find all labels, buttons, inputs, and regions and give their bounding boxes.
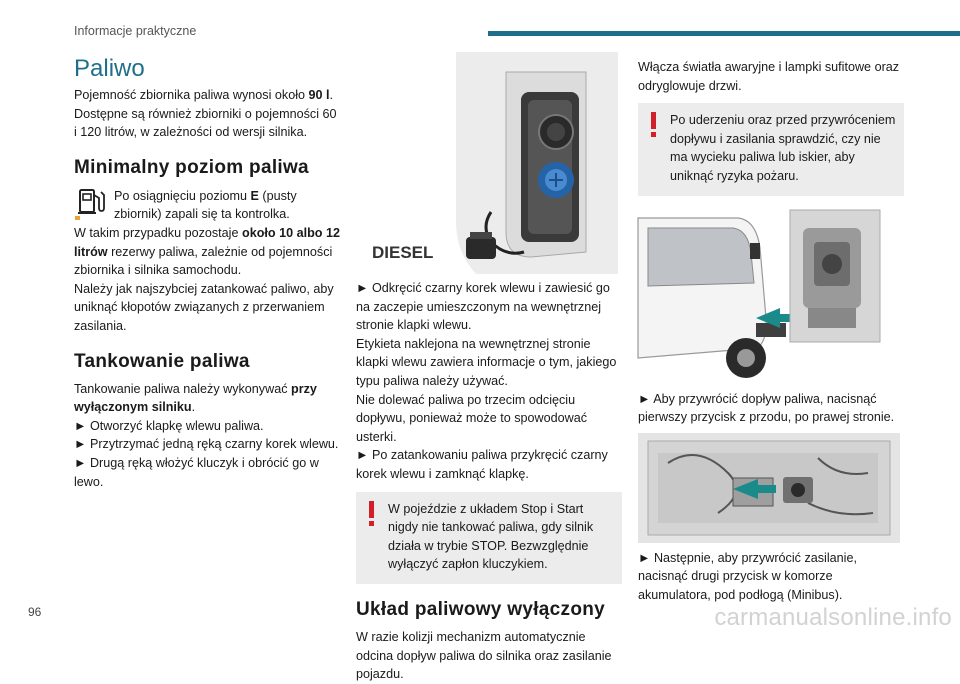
- diesel-label: DIESEL: [372, 243, 434, 262]
- watermark: carmanualsonline.info: [714, 604, 952, 631]
- column-1: [74, 54, 340, 491]
- column-3: [638, 58, 904, 605]
- hazard-lights-text: Włącza światła awaryjne i lampki sufitowe oraz odryglowuje drzwi.: [638, 60, 900, 93]
- heading-refueling: Tankowanie paliwa: [74, 350, 250, 372]
- stop-start-warning-text: W pojeździe z układem Stop i Start nigdy nie tankować paliwa, gdy silnik działa w trybie STOP. Bezwzględnie wyłączyć zapłon kluczykiem.: [388, 501, 594, 572]
- warning-icon: [366, 501, 378, 527]
- step-close-flap: ► Po zatankowaniu paliwa przykręcić czarny korek wlewu i zamknąć klapkę.: [356, 448, 608, 481]
- heading-min-fuel: Minimalny poziom paliwa: [74, 156, 309, 178]
- step-hold-cap: ► Przytrzymać jedną ręką czarny korek wlewu.: [74, 437, 339, 452]
- battery-switch-illustration: [638, 433, 900, 543]
- no-overfill-info: Nie dolewać paliwa po trzecim odcięciu dopływu, ponieważ może to spowodować usterki.: [356, 392, 588, 444]
- refuel-soon-paragraph: Należy jak najszybciej zatankować paliwo, aby uniknąć kłopotów związanych z przerwaniem zasilania.: [74, 281, 334, 333]
- step-open-flap: ► Otworzyć klapkę wlewu paliwa.: [74, 418, 264, 433]
- fuel-cutoff-text: W razie kolizji mechanizm automatycznie odcina dopływ paliwa do silnika oraz zasilanie pojazdu.: [356, 629, 612, 682]
- fuel-flap-illustration: [356, 52, 618, 274]
- heading-fuel-cutoff: Układ paliwowy wyłączony: [356, 598, 605, 620]
- intro-paragraph: Pojemność zbiornika paliwa wynosi około 90 l. Dostępne są również zbiorniki o pojemności 60 i 120 litrów, w zależności od wersji silnika.: [74, 88, 337, 140]
- step-restore-power: ► Następnie, aby przywrócić zasilanie, nacisnąć drugi przycisk w komorze akumulatora, pod podłogą (Minibus).: [638, 550, 857, 602]
- reserve-paragraph: W takim przypadku pozostaje około 10 albo 12 litrów rezerwy paliwa, zależnie od pojemności zbiornika i silnika samochodu.: [74, 225, 340, 278]
- leak-warning: [638, 103, 904, 195]
- refuel-intro: Tankowanie paliwa należy wykonywać przy wyłączonym silniku.: [74, 381, 317, 415]
- running-header: Informacje praktyczne: [74, 24, 197, 38]
- label-info: Etykieta naklejona na wewnętrznej stronie klapki wlewu zawiera informacje o tym, jakiego typu paliwa należy używać.: [356, 336, 617, 388]
- page-number: 96: [28, 605, 42, 619]
- stop-start-warning: [356, 492, 622, 584]
- van-switch-illustration: [638, 208, 900, 384]
- warning-icon: [648, 112, 660, 138]
- fuel-pump-icon: [74, 186, 110, 220]
- column-2: [356, 52, 622, 684]
- step-unscrew-cap: ► Odkręcić czarny korek wlewu i zawiesić go na zaczepie umieszczonym na wewnętrznej stronie klapki wlewu.: [356, 281, 610, 333]
- header-accent-bar: [488, 31, 960, 36]
- leak-warning-text: Po uderzeniu oraz przed przywróceniem dopływu i zasilania sprawdzić, czy nie ma wycieku paliwa lub iskier, aby uniknąć ryzyka pożaru.: [670, 113, 896, 183]
- min-level-text: Po osiągnięciu poziomu E (pusty zbiornik) zapali się ta kontrolka.: [114, 188, 297, 222]
- step-insert-key: ► Drugą ręką włożyć kluczyk i obrócić go w lewo.: [74, 455, 319, 489]
- step-restore-fuel: ► Aby przywrócić dopływ paliwa, nacisnąć pierwszy przycisk z przodu, po prawej stronie.: [638, 391, 895, 425]
- fuel-warning-row: [74, 186, 340, 224]
- page-title: Paliwo: [74, 55, 145, 82]
